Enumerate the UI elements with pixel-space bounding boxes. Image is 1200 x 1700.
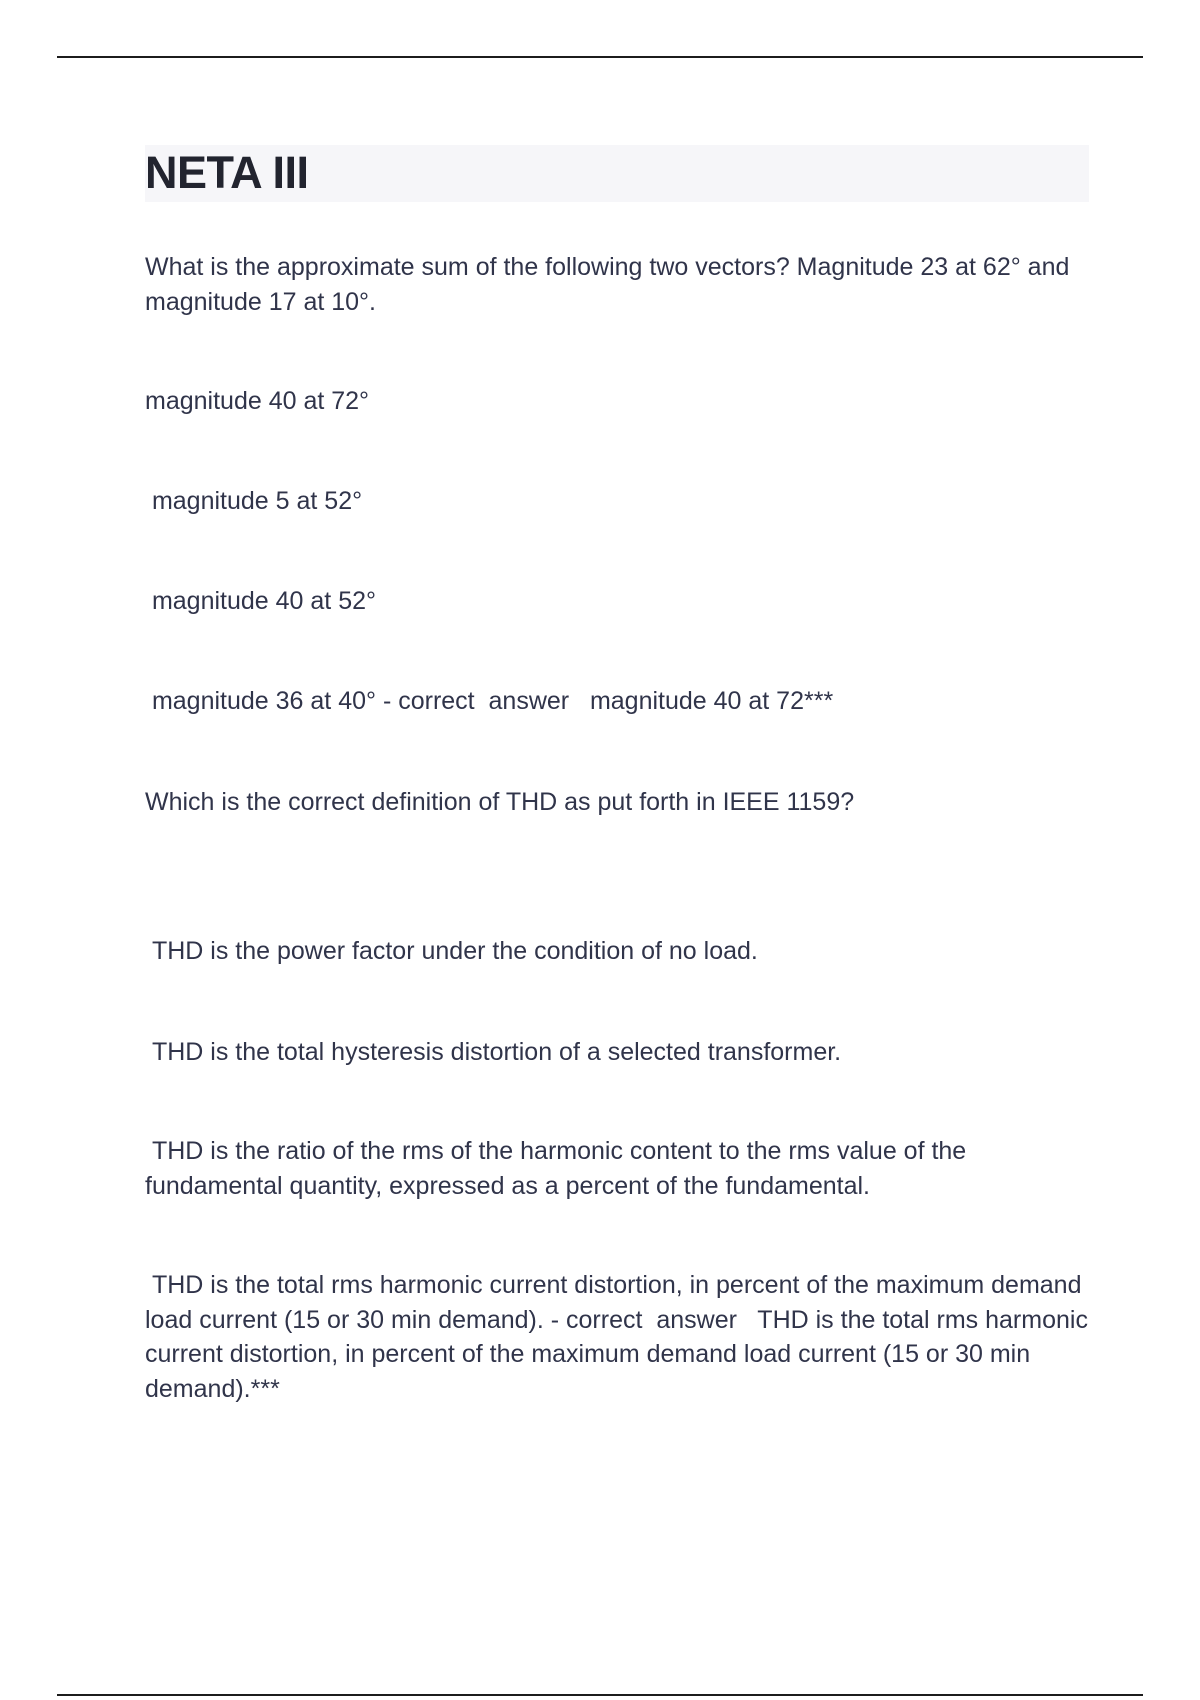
question-1-option-1: magnitude 40 at 72° xyxy=(145,387,370,415)
question-2-option-4-answer: THD is the total rms harmonic current distortion, in percent of the maximum demand load current (15 or 30 min demand). - correct answer THD is the total rms harmonic current distortion, in percent of the maximum demand load current (15 or 30 min demand).*** xyxy=(145,1271,1095,1403)
page-title: NETA III xyxy=(145,147,309,198)
bottom-rule xyxy=(57,1694,1143,1696)
question-1-option-2: magnitude 5 at 52° xyxy=(145,487,363,515)
question-1-prompt: What is the approximate sum of the following two vectors? Magnitude 23 at 62° and magnitude 17 at 10°. xyxy=(145,253,1077,316)
question-1-option-4-answer: magnitude 36 at 40° - correct answer magnitude 40 at 72*** xyxy=(145,687,834,715)
question-1-option-3: magnitude 40 at 52° xyxy=(145,587,377,615)
question-2-option-2: THD is the total hysteresis distortion of a selected transformer. xyxy=(145,1038,842,1066)
question-2-prompt: Which is the correct definition of THD as put forth in IEEE 1159? xyxy=(145,788,855,816)
question-2-option-3: THD is the ratio of the rms of the harmonic content to the rms value of the fundamental quantity, expressed as a percent of the fundamental. xyxy=(145,1137,974,1200)
top-rule xyxy=(57,56,1143,58)
question-2-option-1: THD is the power factor under the condition of no load. xyxy=(145,937,758,965)
